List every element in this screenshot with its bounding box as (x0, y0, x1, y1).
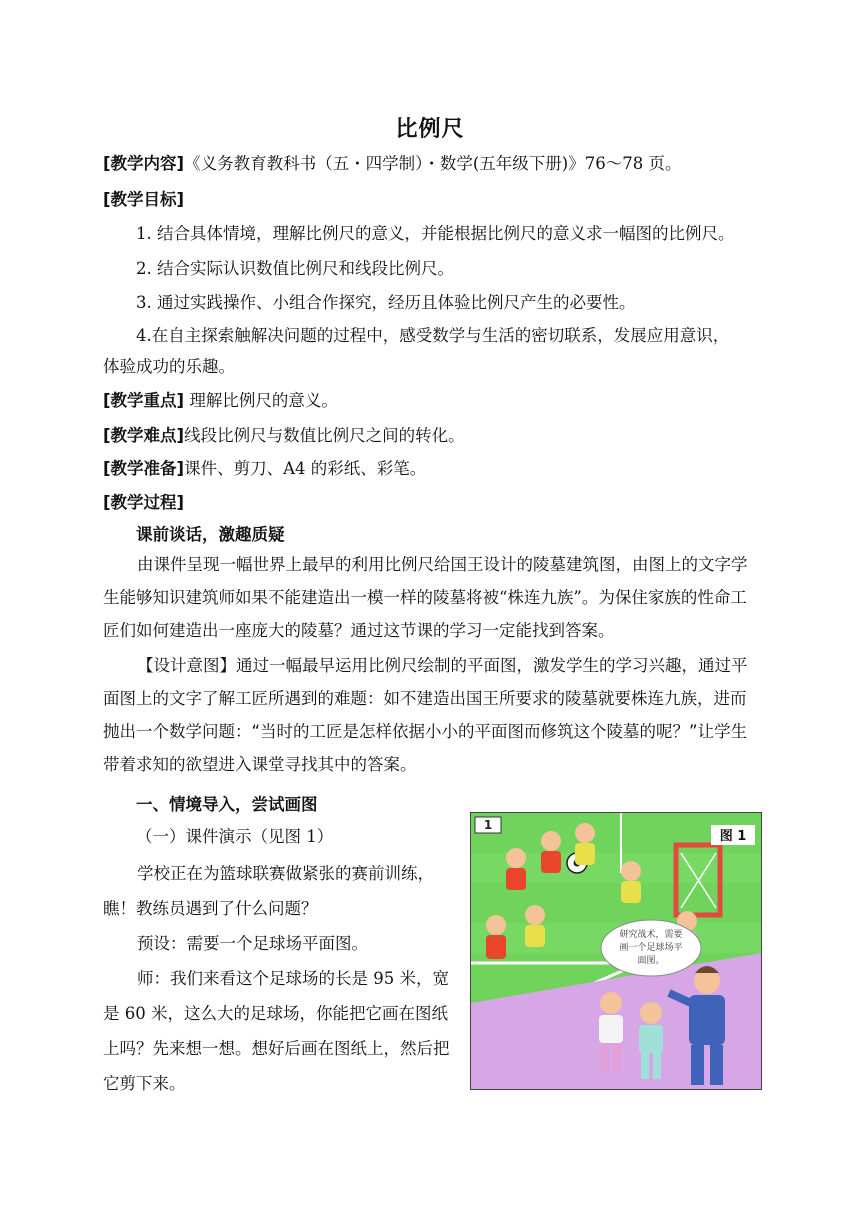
objective-item-4: 4.在自主探索触解决问题的过程中，感受数学与生活的密切联系，发展应用意识， (136, 326, 730, 345)
section1-p3: 师：我们来看这个足球场的长是 95 米，宽是 60 米，这么大的足球场，你能把它画在图纸上吗？先来想一想。想好后画在图纸上，然后把它剪下来。 (103, 969, 450, 1093)
section1-sub: （一）课件演示（见图 1） (136, 827, 334, 846)
prep-line (103, 454, 426, 484)
key-label: [教学重点] (103, 391, 185, 410)
pre-talk-heading: 课前谈话，激趣质疑 (136, 525, 285, 544)
section1-p1: 学校正在为篮球联赛做紧张的赛前训练，瞧！教练员遇到了什么问题？ (103, 864, 434, 918)
soccer-training-scene (471, 813, 761, 1089)
objective-item-4-cont: 体验成功的乐趣。 (103, 357, 235, 376)
difficulty-text: 线段比例尺与数值比例尺之间的转化。 (184, 426, 465, 445)
difficulty-line (103, 421, 465, 451)
content-line (103, 149, 681, 179)
prep-label: [教学准备] (103, 459, 185, 478)
objective-item-2: 2. 结合实际认识数值比例尺和线段比例尺。 (136, 259, 454, 278)
bubble-line-3: 面图。 (637, 956, 665, 966)
process-label: [教学过程] (103, 493, 185, 512)
figure-corner-number: 1 (483, 818, 493, 832)
page-title: 比例尺 (395, 117, 465, 142)
objective-item-1: 1. 结合具体情境，理解比例尺的意义，并能根据比例尺的意义求一幅图的比例尺。 (136, 224, 735, 243)
content-text: 《义务教育教科书（五・四学制）・数学(五年级下册)》76～78 页。 (184, 154, 682, 173)
figure-tag: 图 1 (719, 829, 747, 844)
objectives-label: [教学目标] (103, 190, 185, 209)
difficulty-label: [教学难点] (103, 426, 185, 445)
design-intent: 【设计意图】通过一幅最早运用比例尺绘制的平面图，激发学生的学习兴趣，通过平面图上的文字了解工匠所遇到的难题：如不建造出国王所要求的陵墓就要株连九族，进而抛出一个数学问题：“当时的工匠是怎样依据小小的平面图而修筑这个陵墓的呢？”让学生带着求知的欲望进入课堂寻找其中的答案。 (103, 656, 748, 774)
section1-heading: 一、情境导入，尝试画图 (136, 795, 318, 814)
objective-item-3: 3. 通过实践操作、小组合作探究，经历且体验比例尺产生的必要性。 (136, 293, 636, 312)
pre-talk-text: 由课件呈现一幅世界上最早的利用比例尺给国王设计的陵墓建筑图，由图上的文字学生能够知识建筑师如果不能建造出一模一样的陵墓将被“株连九族”。为保住家族的性命工匠们如何建造出一座庞大的陵墓？通过这节课的学习一定能找到答案。 (103, 555, 748, 640)
section1-p2: 预设：需要一个足球场平面图。 (137, 934, 368, 953)
content-label: [教学内容] (103, 154, 185, 173)
key-line (103, 386, 338, 416)
figure-1-illustration (470, 812, 762, 1090)
prep-text: 课件、剪刀、A4 的彩纸、彩笔。 (184, 459, 427, 478)
bubble-line-2: 画一个足球场平 (619, 943, 683, 953)
speech-bubble (601, 920, 701, 976)
bubble-line-1: 研究战术，需要 (619, 930, 683, 940)
key-text: 理解比例尺的意义。 (184, 391, 338, 410)
